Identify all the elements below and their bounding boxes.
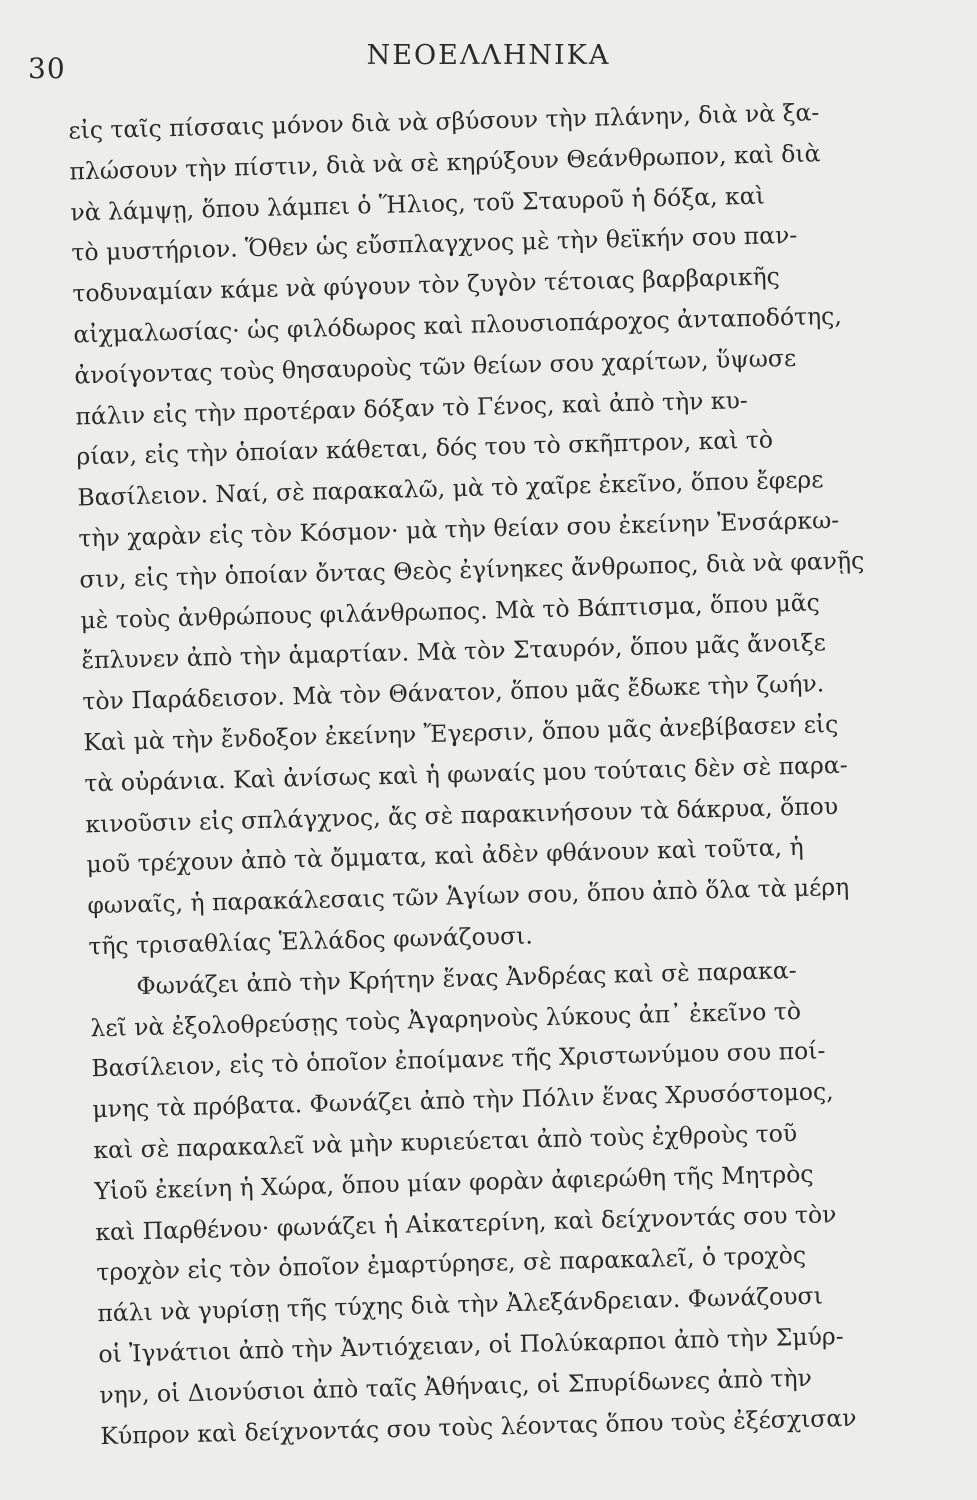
text-line: τὰ οὐράνια. Καὶ ἀνίσως καὶ ἡ φωναίς μου τούταις δὲν σὲ παρα- <box>84 750 848 798</box>
text-line: καὶ Παρθένου· φωνάζει ἡ Αἰκατερίνη, καὶ δείχνοντάς σου τὸν <box>95 1199 837 1246</box>
text-line: τὸν Παράδεισον. Μὰ τὸν Θάνατον, ὅπου μᾶς ἔδωκε τὴν ζωήν. <box>82 669 825 716</box>
text-line: φωναῖς, ἡ παρακάλεσαις τῶν Ἁγίων σου, ὅπου ἀπὸ ὅλα τὰ μέρη <box>87 872 850 920</box>
text-line: νὰ λάμψῃ, ὅπου λάμπει ὁ Ἥλιος, τοῦ Σταυροῦ ἡ δόξα, καὶ <box>70 181 766 227</box>
text-line: τὴν χαρὰν εἰς τὸν Κόσμον· μὰ τὴν θείαν σου ἐκείνην Ἐνσάρκω- <box>78 505 840 553</box>
text-line: μνης τὰ πρόβατα. Φωνάζει ἀπὸ τὴν Πόλιν ἕνας Χρυσόστομος, <box>92 1077 834 1124</box>
text-line: μοῦ τρέχουν ἀπὸ τὰ ὄμματα, καὶ ἀδὲν φθάνουν καὶ τοῦτα, ἡ <box>86 833 804 879</box>
text-line: ἀνοίγοντας τοὺς θησαυροὺς τῶν θείων σου χαρίτων, ὕψωσε <box>74 343 797 390</box>
text-line: μὲ τοὺς ἀνθρώπους φιλάνθρωπος. Μὰ τὸ Βάπτισμα, ὅπου μᾶς <box>80 587 821 634</box>
text-line: Καὶ μὰ τὴν ἔνδοξον ἐκείνην Ἔγερσιν, ὅπου μᾶς ἀνεβίβασεν εἰς <box>83 709 839 757</box>
text-line: πάλι νὰ γυρίσῃ τῆς τύχης διὰ τὴν Ἀλεξάνδρειαν. Φωνάζουσι <box>97 1281 824 1328</box>
text-line: σιν, εἰς τὴν ὁποίαν ὄντας Θεὸς ἐγίνηκες ἄνθρωπος, διὰ νὰ φανῇς <box>79 546 865 594</box>
text-line: ἔπλυνεν ἀπὸ τὴν ἁμαρτίαν. Μὰ τὸν Σταυρόν, ὅπου μᾶς ἄνοιξε <box>81 628 827 675</box>
text-line: πλώσουν τὴν πίστιν, διὰ νὰ σὲ κηρύξουν Θεάνθρωπον, καὶ διὰ <box>69 139 821 186</box>
text-line: ρίαν, εἰς τὴν ὁποίαν κάθεται, δός του τὸ σκῆπτρον, καὶ τὸ <box>76 425 774 471</box>
running-title: ΝΕΟΕΛΛΗΝΙΚΑ <box>366 40 611 71</box>
text-line: τῆς τρισαθλίας Ἑλλάδος φωνάζουσι. <box>88 921 534 961</box>
text-line: νην, οἱ Διονύσιοι ἀπὸ ταῖς Ἀθήναις, οἱ Σπυρίδωνες ἀπὸ τὴν <box>99 1363 813 1409</box>
text-line: τροχὸν εἰς τὸν ὁποῖον ἐμαρτύρησε, σὲ παρακαλεῖ, ὁ τροχὸς <box>96 1241 807 1287</box>
text-line: οἱ Ἰγνάτιοι ἀπὸ τὴν Ἀντιόχειαν, οἱ Πολύκαρποι ἀπὸ τὴν Σμύρ- <box>98 1321 844 1369</box>
text-line: αἰχμαλωσίας· ὡς φιλόδωρος καὶ πλουσιοπάροχος ἀνταποδότης, <box>73 301 843 349</box>
text-line: Κύπρον καὶ δείχνοντάς σου τοὺς λέοντας ὅπου τοὺς ἐξέσχισαν <box>100 1403 857 1450</box>
text-line: Φωνάζει ἀπὸ τὴν Κρήτην ἕνας Ἀνδρέας καὶ σὲ παρακα- <box>136 955 797 1000</box>
body-text <box>10 88 977 1457</box>
text-line: πάλιν εἰς τὴν προτέραν δόξαν τὸ Γένος, καὶ ἀπὸ τὴν κυ- <box>75 385 749 431</box>
text-line: Βασίλειον, εἰς τὸ ὁποῖον ἐποίμανε τῆς Χριστωνύμου σου ποί- <box>91 1036 826 1083</box>
text-line: τοδυναμίαν κάμε νὰ φύγουν τὸν ζυγὸν τέτοιας βαρβαρικῆς <box>72 262 781 308</box>
text-line: εἰς ταῖς πίσσαις μόνον διὰ νὰ σβύσουν τὴν πλάνην, διὰ νὰ ξα- <box>68 98 820 145</box>
text-line: καὶ σὲ παρακαλεῖ νὰ μὴν κυριεύεται ἀπὸ τοὺς ἐχθροὺς τοῦ <box>93 1119 798 1165</box>
page-number: 30 <box>28 52 66 85</box>
text-line: Υἱοῦ ἐκείνη ἡ Χώρα, ὅπου μίαν φορὰν ἀφιερώθη τῆς Μητρὸς <box>94 1159 814 1205</box>
text-line: Βασίλειον. Ναί, σὲ παρακαλῶ, μὰ τὸ χαῖρε ἐκεῖνο, ὅπου ἔφερε <box>77 465 824 512</box>
text-line: τὸ μυστήριον. Ὅθεν ὡς εὔσπλαγχνος μὲ τὴν θεϊκήν σου παν- <box>71 221 798 267</box>
text-line: κινοῦσιν εἰς σπλάγχνος, ἄς σὲ παρακινήσουν τὰ δάκρυα, ὅπου <box>85 791 839 838</box>
text-line: λεῖ νὰ ἐξολοθρεύσῃς τοὺς Ἀγαρηνοὺς λύκους ἀπ᾽ ἐκεῖνο τὸ <box>90 996 802 1042</box>
